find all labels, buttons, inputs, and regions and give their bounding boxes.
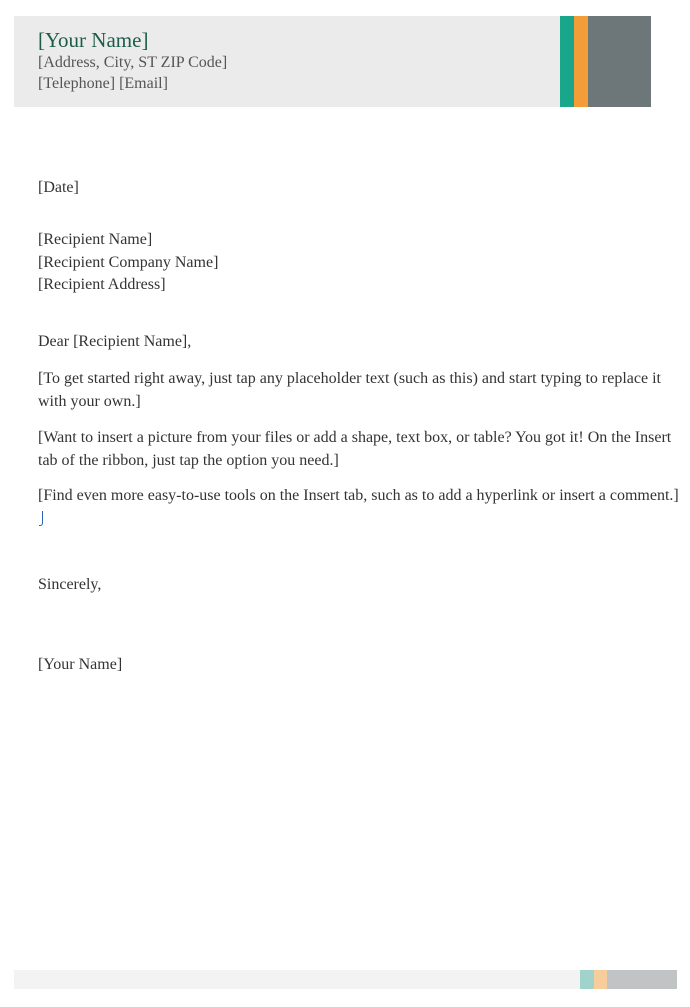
slate-accent-bar (588, 16, 651, 107)
footer-band (14, 970, 677, 989)
sender-contact[interactable]: [Telephone] [Email] (38, 75, 168, 92)
signature-name[interactable]: [Your Name] (38, 656, 123, 673)
body-paragraph-3-text[interactable]: [Find even more easy-to-use tools on the Insert tab, such as to add a hyperlink or insert a comment.] (38, 487, 679, 504)
teal-accent-bar (560, 16, 574, 107)
sender-address[interactable]: [Address, City, ST ZIP Code] (38, 54, 228, 71)
footer-slate-bar (607, 970, 677, 989)
text-cursor-marker (39, 511, 43, 526)
sender-name[interactable]: [Your Name] (38, 28, 149, 52)
recipient-company[interactable]: [Recipient Company Name] (38, 254, 219, 271)
footer-teal-bar (580, 970, 594, 989)
salutation[interactable]: Dear [Recipient Name], (38, 333, 192, 350)
body-paragraph-3[interactable] (38, 485, 680, 530)
body-paragraph-2[interactable]: [Want to insert a picture from your files or add a shape, text box, or table? You got it! On the Insert tab of the ribbon, just tap the option you need.] (38, 429, 672, 469)
closing[interactable]: Sincerely, (38, 576, 102, 593)
recipient-address[interactable]: [Recipient Address] (38, 276, 166, 293)
footer-orange-bar (594, 970, 607, 989)
letter-date[interactable]: [Date] (38, 179, 79, 196)
body-paragraph-1[interactable]: [To get started right away, just tap any placeholder text (such as this) and start typing to replace it with your own.] (38, 370, 661, 410)
orange-accent-bar (574, 16, 588, 107)
recipient-name[interactable]: [Recipient Name] (38, 231, 153, 248)
